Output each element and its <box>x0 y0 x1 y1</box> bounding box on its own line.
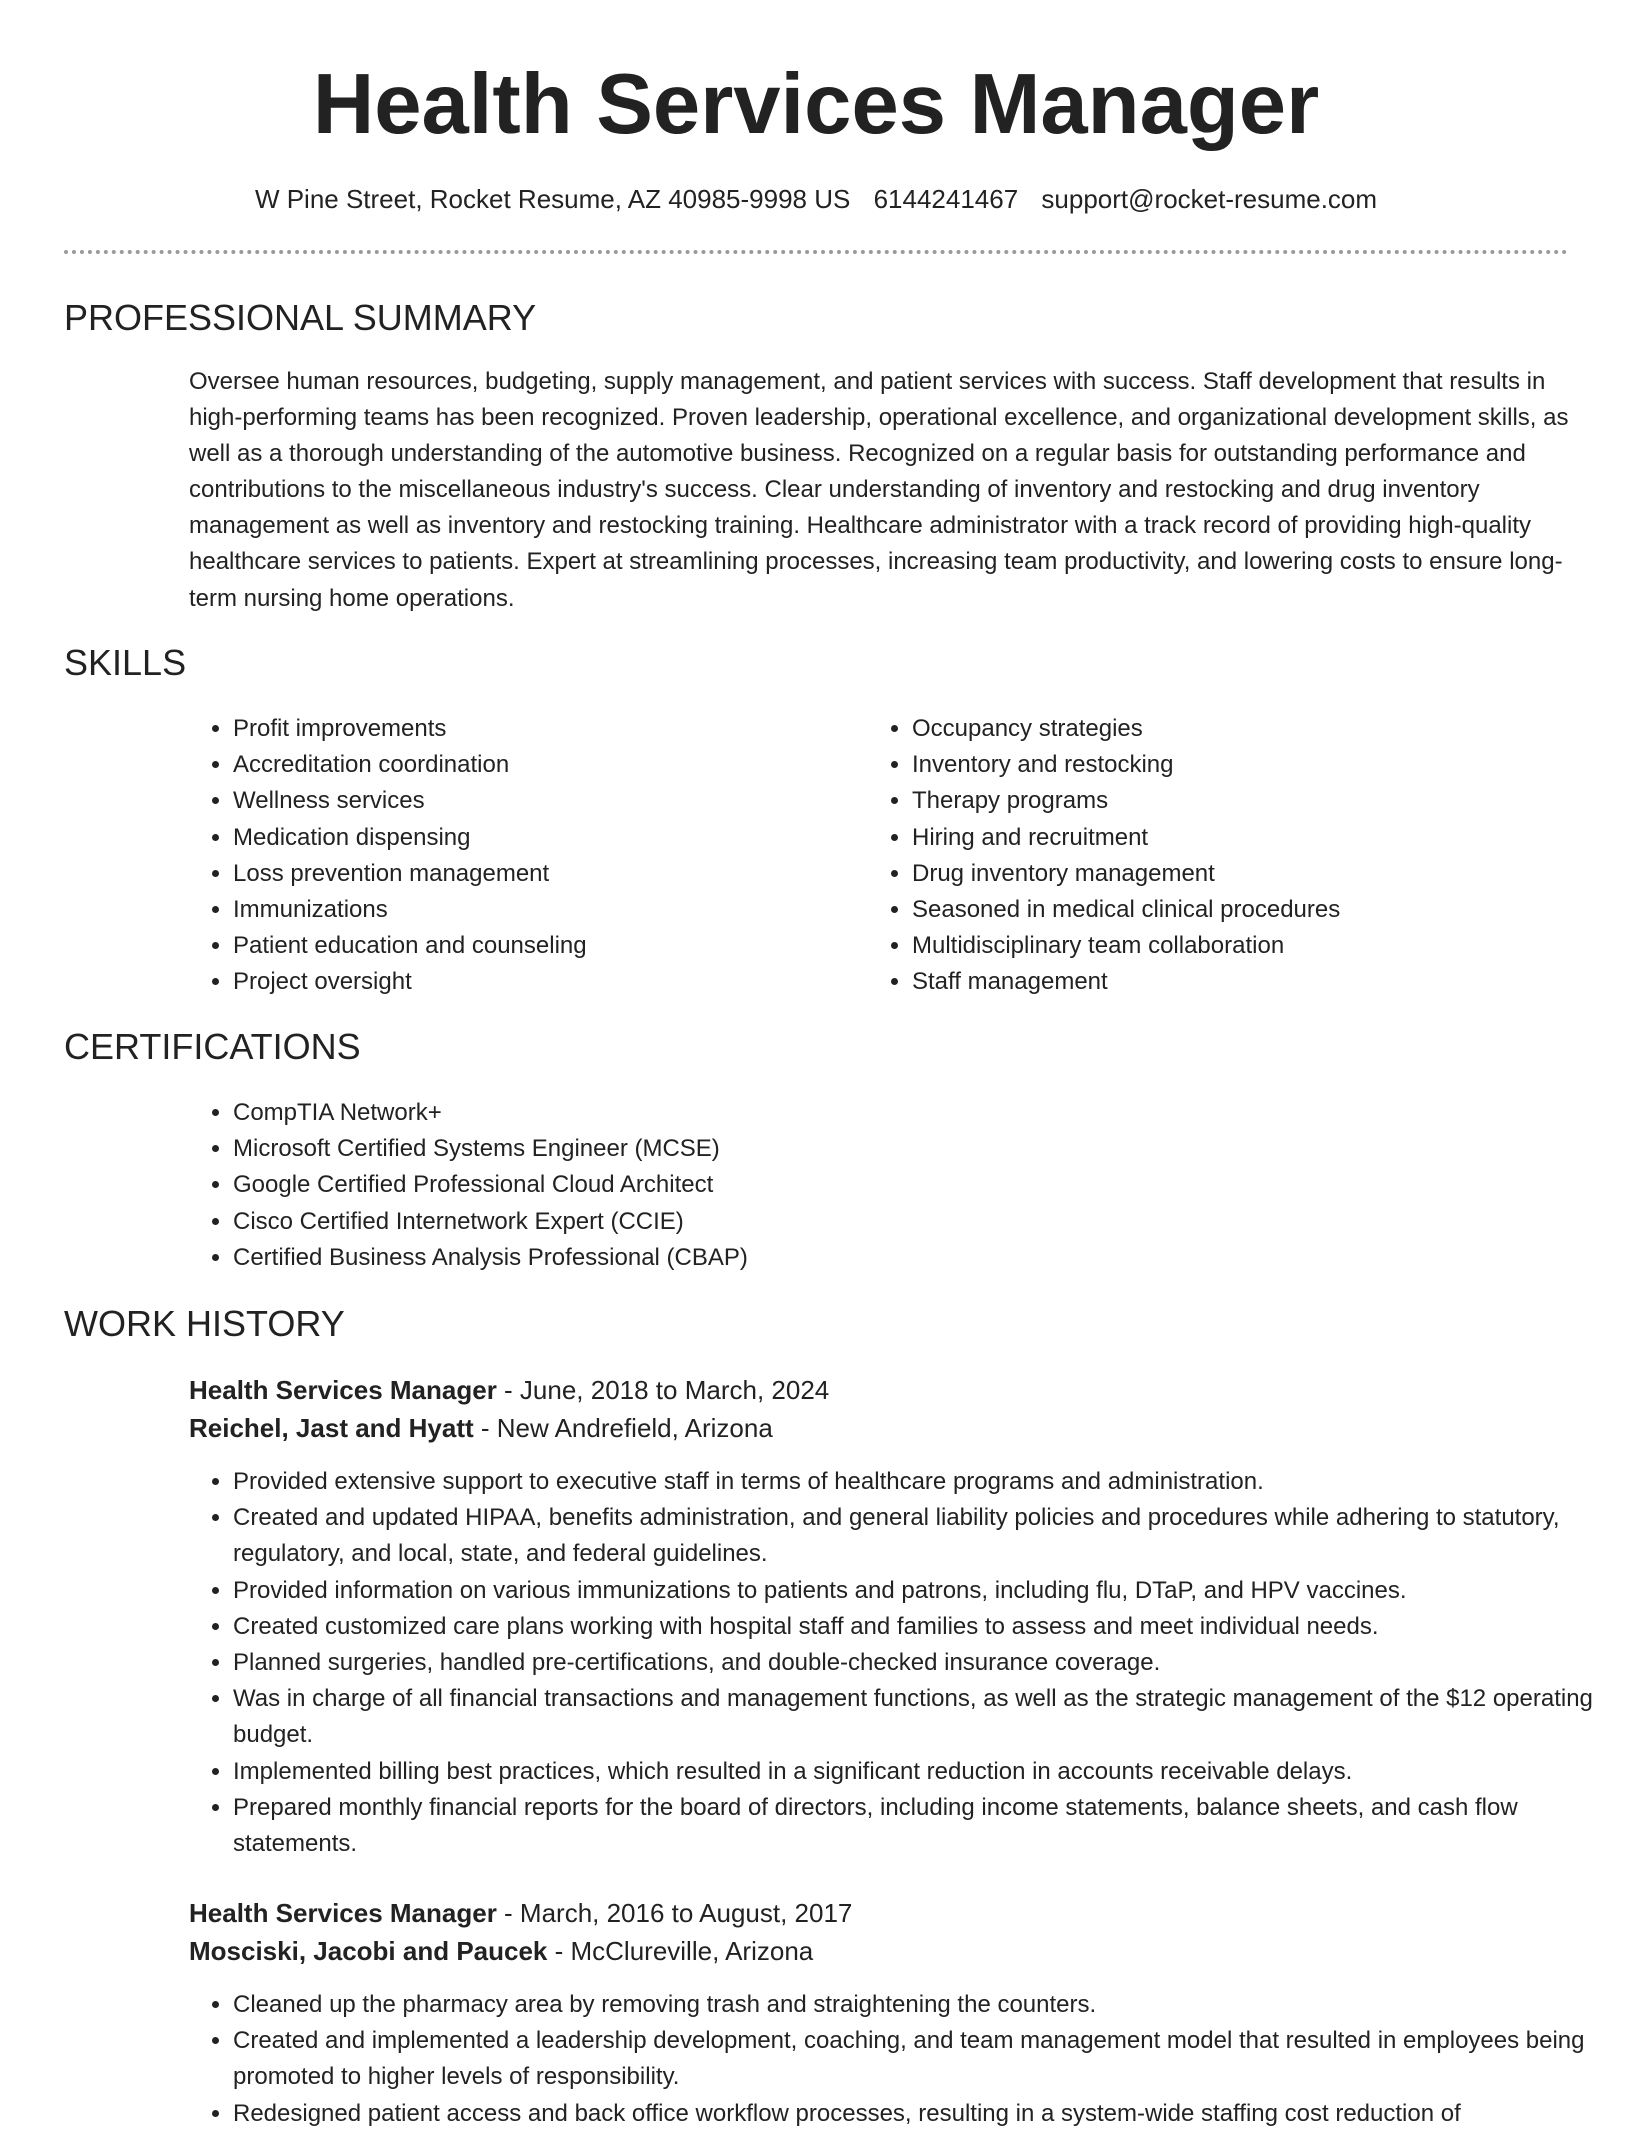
skill-item: • Wellness services <box>233 783 853 819</box>
job-bullet: • Redesigned patient access and back office workflow processes, resulting in a system-wide staffing cost reduction of <box>233 2096 1613 2132</box>
contact-email: support@rocket-resume.com <box>1041 184 1378 214</box>
skill-item: • Seasoned in medical clinical procedures <box>912 892 1592 928</box>
skill-item: • Drug inventory management <box>912 856 1592 892</box>
skill-item: • Project oversight <box>233 964 853 1000</box>
certification-item: • Microsoft Certified Systems Engineer (MCSE) <box>233 1131 1613 1167</box>
job-bullet: • Prepared monthly financial reports for the board of directors, including income statements, balance sheets, and cash flow statements. <box>233 1790 1613 1862</box>
job-bullet: • Implemented billing best practices, which resulted in a significant reduction in accounts receivable delays. <box>233 1754 1613 1790</box>
skill-item: • Inventory and restocking <box>912 747 1592 783</box>
skills-heading: SKILLS <box>64 642 187 683</box>
certification-item: • Cisco Certified Internetwork Expert (CCIE) <box>233 1204 1613 1240</box>
job-role: Health Services Manager <box>189 1898 497 1928</box>
certification-item: • Certified Business Analysis Professional (CBAP) <box>233 1240 1613 1276</box>
skill-item: • Profit improvements <box>233 711 853 747</box>
job-bullet: • Was in charge of all financial transactions and management functions, as well as the strategic management of the $12 operating budget. <box>233 1681 1613 1753</box>
job-title-line <box>189 1371 1569 1409</box>
contact-address: W Pine Street, Rocket Resume, AZ 40985-9998 US <box>254 184 851 214</box>
skill-item: • Patient education and counseling <box>233 928 853 964</box>
work-history-heading: WORK HISTORY <box>64 1303 345 1344</box>
job-bullet: • Provided information on various immunizations to patients and patrons, including flu, DTaP, and HPV vaccines. <box>233 1573 1613 1609</box>
job-company-line <box>189 1409 1569 1447</box>
job-bullet: • Cleaned up the pharmacy area by removing trash and straightening the counters. <box>233 1987 1613 2023</box>
skill-item: • Immunizations <box>233 892 853 928</box>
certifications-heading: CERTIFICATIONS <box>64 1026 361 1067</box>
skill-item: • Accreditation coordination <box>233 747 853 783</box>
job-dates: - March, 2016 to August, 2017 <box>496 1898 853 1928</box>
job-bullet: • Planned surgeries, handled pre-certifications, and double-checked insurance coverage. <box>233 1645 1613 1681</box>
job-dates: - June, 2018 to March, 2024 <box>496 1375 830 1405</box>
job-location: - McClureville, Arizona <box>547 1936 814 1966</box>
header-divider <box>64 250 1568 254</box>
skill-item: • Loss prevention management <box>233 856 853 892</box>
certification-item: • Google Certified Professional Cloud Architect <box>233 1167 1613 1203</box>
job-company-line <box>189 1932 1569 1970</box>
skills-list-left <box>189 711 853 1001</box>
summary-text: Oversee human resources, budgeting, supply management, and patient services with success. Staff development that results in high-performing teams has been recognized. Proven leadership, operational excellence, and organizational development skills, as well as a thorough understanding of the automotive business. Recognized on a regular basis for outstanding performance and contributions to the miscellaneous industry's success. Clear understanding of inventory and restocking and drug inventory management as well as inventory and restocking training. Healthcare administrator with a track record of providing high-quality healthcare services to patients. Expert at streamlining processes, increasing team productivity, and lowering costs to ensure long-term nursing home operations. <box>189 368 1569 612</box>
skill-item: • Occupancy strategies <box>912 711 1592 747</box>
skill-item: • Multidisciplinary team collaboration <box>912 928 1592 964</box>
job-company: Reichel, Jast and Hyatt <box>189 1413 474 1443</box>
contact-line <box>0 180 1632 218</box>
skill-item: • Therapy programs <box>912 783 1592 819</box>
job-location: - New Andrefield, Arizona <box>473 1413 773 1443</box>
contact-phone: 6144241467 <box>873 184 1019 214</box>
skill-item: • Hiring and recruitment <box>912 820 1592 856</box>
certifications-list <box>189 1095 1613 1276</box>
certification-item: • CompTIA Network+ <box>233 1095 1613 1131</box>
job-title-line <box>189 1894 1569 1932</box>
job-bullet: • Created and implemented a leadership development, coaching, and team management model that resulted in employees being promoted to higher levels of responsibility. <box>233 2023 1613 2095</box>
skill-item: • Staff management <box>912 964 1592 1000</box>
job-bullet: • Created and updated HIPAA, benefits administration, and general liability policies and procedures while adhering to statutory, regulatory, and local, state, and federal guidelines. <box>233 1500 1613 1572</box>
job-company: Mosciski, Jacobi and Paucek <box>189 1936 548 1966</box>
job-bullets <box>189 1987 1613 2132</box>
skill-item: • Medication dispensing <box>233 820 853 856</box>
job-bullets <box>189 1464 1613 1862</box>
job-bullet: • Provided extensive support to executive staff in terms of healthcare programs and administration. <box>233 1464 1613 1500</box>
job-bullet: • Created customized care plans working with hospital staff and families to assess and meet individual needs. <box>233 1609 1613 1645</box>
skills-list-right <box>868 711 1592 1001</box>
job-role: Health Services Manager <box>189 1375 497 1405</box>
summary-heading: PROFESSIONAL SUMMARY <box>64 297 537 338</box>
candidate-name: Health Services Manager <box>312 57 1320 152</box>
